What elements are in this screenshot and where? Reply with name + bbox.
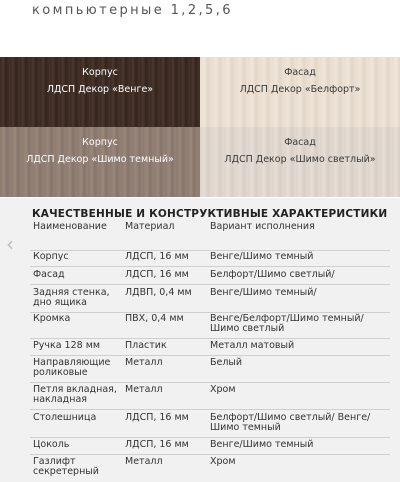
- swatch-title: Фасад: [284, 137, 316, 148]
- cell-material: ЛДСП, 16 мм: [125, 439, 189, 450]
- table-row: [30, 358, 390, 383]
- swatch-title: Фасад: [284, 67, 316, 78]
- swatch-korpus-venge: [0, 57, 200, 127]
- cell-material: ЛДВП, 0,4 мм: [125, 287, 192, 298]
- cell-name: Кромка: [33, 313, 71, 324]
- swatch-korpus-shimo-dark: [0, 127, 200, 197]
- swatch-title: Корпус: [82, 137, 118, 148]
- table-row: [30, 288, 390, 313]
- swatch-subtitle: ЛДСП Декор «Шимо светлый»: [224, 154, 376, 165]
- cell-name: Газлифт секретерный: [33, 456, 99, 477]
- swatch-title: Корпус: [82, 67, 118, 78]
- cell-name: Наименование: [33, 221, 107, 232]
- cell-material: Металл: [125, 357, 163, 368]
- section-title: КАЧЕСТВЕННЫЕ И КОНСТРУКТИВНЫЕ ХАРАКТЕРИСТИКИ: [32, 208, 388, 220]
- table-row: [30, 252, 390, 267]
- cell-name: Фасад: [33, 269, 65, 280]
- cell-name: Ручка 128 мм: [33, 340, 101, 351]
- cell-material: ПВХ, 0,4 мм: [125, 313, 184, 324]
- cell-material: Металл: [125, 456, 163, 467]
- swatch-subtitle: ЛДСП Декор «Шимо темный»: [26, 154, 174, 165]
- cell-variant: Венге/Шимо темный/: [210, 287, 317, 298]
- swatch-fasad-belfort: [200, 57, 400, 127]
- swatch-subtitle: ЛДСП Декор «Белфорт»: [239, 84, 361, 95]
- table-row: [30, 457, 390, 479]
- cell-variant: Венге/Белфорт/Шимо темный/ Шимо светлый: [210, 313, 364, 334]
- cell-name: Корпус: [33, 251, 69, 262]
- table-row: [30, 341, 390, 356]
- decor-swatches: [0, 57, 400, 197]
- cell-variant: Белфорт/Шимо светлый/: [210, 269, 335, 280]
- cell-material: ЛДСП, 16 мм: [125, 412, 189, 423]
- cell-material: ЛДСП, 16 мм: [125, 269, 189, 280]
- swatch-fasad-shimo-light: [200, 127, 400, 197]
- table-row: [30, 314, 390, 339]
- cell-name: Задняя стенка, дно ящика: [33, 287, 110, 308]
- table-row: [30, 270, 390, 285]
- cell-variant: Белфорт/Шимо светлый/ Венге/Шимо темный: [210, 412, 371, 433]
- table-row: [30, 413, 390, 438]
- cell-variant: Хром: [210, 456, 236, 467]
- cell-material: ЛДСП, 16 мм: [125, 251, 189, 262]
- cell-name: Направляющие роликовые: [33, 357, 111, 378]
- cell-variant: Венге/Шимо темный: [210, 251, 314, 262]
- table-row: [30, 440, 390, 455]
- swatch-subtitle: ЛДСП Декор «Венге»: [46, 84, 154, 95]
- cell-name: Цоколь: [33, 439, 70, 450]
- cell-variant: Венге/Шимо темный: [210, 439, 314, 450]
- cell-name: Столешница: [33, 412, 97, 423]
- page-heading: компьютерные 1,2,5,6: [32, 3, 233, 18]
- cell-name: Петля вкладная, накладная: [33, 384, 117, 405]
- cell-material: Материал: [125, 221, 175, 232]
- chevron-left-icon[interactable]: ‹: [6, 232, 14, 256]
- cell-variant: Белый: [210, 357, 243, 368]
- cell-variant: Вариант исполнения: [210, 221, 315, 232]
- cell-material: Металл: [125, 384, 163, 395]
- cell-variant: Хром: [210, 384, 236, 395]
- table-row: [30, 385, 390, 410]
- cell-variant: Металл матовый: [210, 340, 295, 351]
- table-row: [30, 222, 390, 251]
- cell-material: Пластик: [125, 340, 167, 351]
